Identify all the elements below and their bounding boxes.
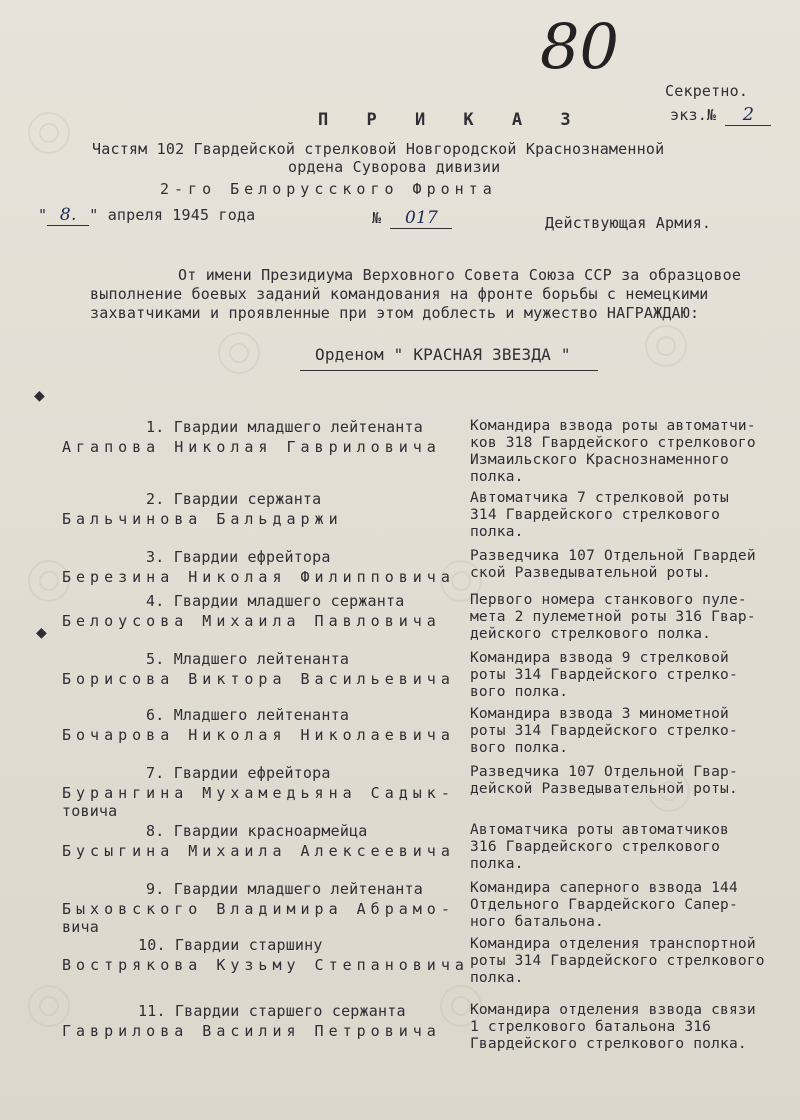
preamble-line-1: От имени Президиума Верховного Совета Союза ССР за образцовое	[178, 266, 742, 284]
entry-rank: 7. Гвардии ефрейтора	[146, 764, 331, 782]
entry-description: полка.	[470, 524, 524, 540]
entry-description: Командира саперного взвода 144	[470, 880, 738, 896]
entry-name: Быховского Владимира Абрамо-	[62, 900, 455, 918]
order-number-value: 017	[390, 208, 452, 229]
entry-name: Борисова Виктора Васильевича	[62, 670, 455, 688]
entry-name: Бочарова Николая Николаевича	[62, 726, 455, 744]
header-line-3: 2-го Белорусского Фронта	[160, 180, 497, 198]
entry-description: Командира взвода 3 минометной	[470, 706, 729, 722]
entry-description: мета 2 пулеметной роты 316 Гвар-	[470, 609, 756, 625]
preamble-line-3: захватчиками и проявленные при этом доблесть и мужество НАГРАЖДАЮ:	[90, 304, 700, 322]
entry-rank: 2. Гвардии сержанта	[146, 490, 322, 508]
entry-description: дейского стрелкового полка.	[470, 626, 712, 642]
entry-description: роты 314 Гвардейского стрелко-	[470, 723, 738, 739]
entry-name: Агапова Николая Гавриловича	[62, 438, 441, 456]
margin-mark: ◆	[34, 385, 45, 406]
order-date: " 8. " апреля 1945 года	[38, 205, 256, 225]
entry-description: полка.	[470, 469, 524, 485]
watermark-icon	[28, 985, 70, 1027]
entry-description: Разведчика 107 Отдельной Гвардей	[470, 548, 756, 564]
order-number: № 017	[372, 208, 452, 229]
entry-description: полка.	[470, 856, 524, 872]
entry-name: товича	[62, 802, 118, 820]
copy-number: 2	[725, 104, 771, 126]
entry-name: Бусыгина Михаила Алексеевича	[62, 842, 455, 860]
entry-description: Автоматчика 7 стрелковой роты	[470, 490, 729, 506]
document-title: П Р И К А З	[318, 110, 585, 130]
secret-label: Секретно.	[665, 82, 749, 100]
archive-number: 80	[540, 10, 619, 83]
entry-description: 314 Гвардейского стрелкового	[470, 507, 721, 523]
entry-description: Разведчика 107 Отдельной Гвар-	[470, 764, 738, 780]
entry-description: Командира отделения транспортной	[470, 936, 756, 952]
watermark-icon	[218, 332, 260, 374]
entry-rank: 9. Гвардии младшего лейтенанта	[146, 880, 423, 898]
entry-description: роты 314 Гвардейского стрелкового	[470, 953, 765, 969]
watermark-icon	[645, 325, 687, 367]
army-label: Действующая Армия.	[545, 214, 712, 232]
entry-description: Командира отделения взвода связи	[470, 1002, 756, 1018]
copy-label: экз.№ 2	[670, 104, 771, 126]
entry-description: ков 318 Гвардейского стрелкового	[470, 435, 756, 451]
entry-rank: 11. Гвардии старшего сержанта	[138, 1002, 406, 1020]
entry-description: Командира взвода роты автоматчи-	[470, 418, 756, 434]
entry-name: Белоусова Михаила Павловича	[62, 612, 441, 630]
order-day: 8.	[47, 205, 89, 226]
entry-rank: 5. Младшего лейтенанта	[146, 650, 350, 668]
entry-description: Командира взвода 9 стрелковой	[470, 650, 729, 666]
entry-rank: 3. Гвардии ефрейтора	[146, 548, 331, 566]
entry-rank: 4. Гвардии младшего сержанта	[146, 592, 405, 610]
entry-description: 1 стрелкового батальона 316	[470, 1019, 712, 1035]
entry-description: Автоматчика роты автоматчиков	[470, 822, 729, 838]
entry-description: ного батальона.	[470, 914, 604, 930]
watermark-icon	[28, 112, 70, 154]
entry-description: Первого номера станкового пуле-	[470, 592, 747, 608]
entry-rank: 1. Гвардии младшего лейтенанта	[146, 418, 423, 436]
entry-name: Березина Николая Филипповича	[62, 568, 455, 586]
entry-rank: 10. Гвардии старшину	[138, 936, 323, 954]
entry-name: Гаврилова Василия Петровича	[62, 1022, 441, 1040]
header-line-1: Частям 102 Гвардейской стрелковой Новгородской Краснознаменной	[92, 140, 665, 158]
entry-description: дейской Разведывательной роты.	[470, 781, 738, 797]
entry-name: Бурангина Мухамедьяна Садык-	[62, 784, 455, 802]
entry-rank: 8. Гвардии красноармейца	[146, 822, 368, 840]
entry-description: вого полка.	[470, 740, 569, 756]
entry-description: вого полка.	[470, 684, 569, 700]
margin-mark: ◆	[36, 622, 47, 643]
entry-rank: 6. Младшего лейтенанта	[146, 706, 350, 724]
entry-description: роты 314 Гвардейского стрелко-	[470, 667, 738, 683]
entry-name: Бальчинова Бальдаржи	[62, 510, 343, 528]
entry-name: вича	[62, 918, 99, 936]
entry-description: Отдельного Гвардейского Сапер-	[470, 897, 738, 913]
entry-description: Измаильского Краснознаменного	[470, 452, 729, 468]
header-line-2: ордена Суворова дивизии	[288, 158, 501, 176]
entry-description: полка.	[470, 970, 524, 986]
entry-description: ской Разведывательной роты.	[470, 565, 712, 581]
award-underline	[300, 370, 598, 371]
entry-description: 316 Гвардейского стрелкового	[470, 839, 721, 855]
entry-name: Вострякова Кузьму Степановича	[62, 956, 469, 974]
preamble-line-2: выполнение боевых заданий командования на фронте борьбы с немецкими	[90, 285, 709, 303]
award-title: Орденом " КРАСНАЯ ЗВЕЗДА "	[315, 345, 571, 364]
entry-description: Гвардейского стрелкового полка.	[470, 1036, 747, 1052]
